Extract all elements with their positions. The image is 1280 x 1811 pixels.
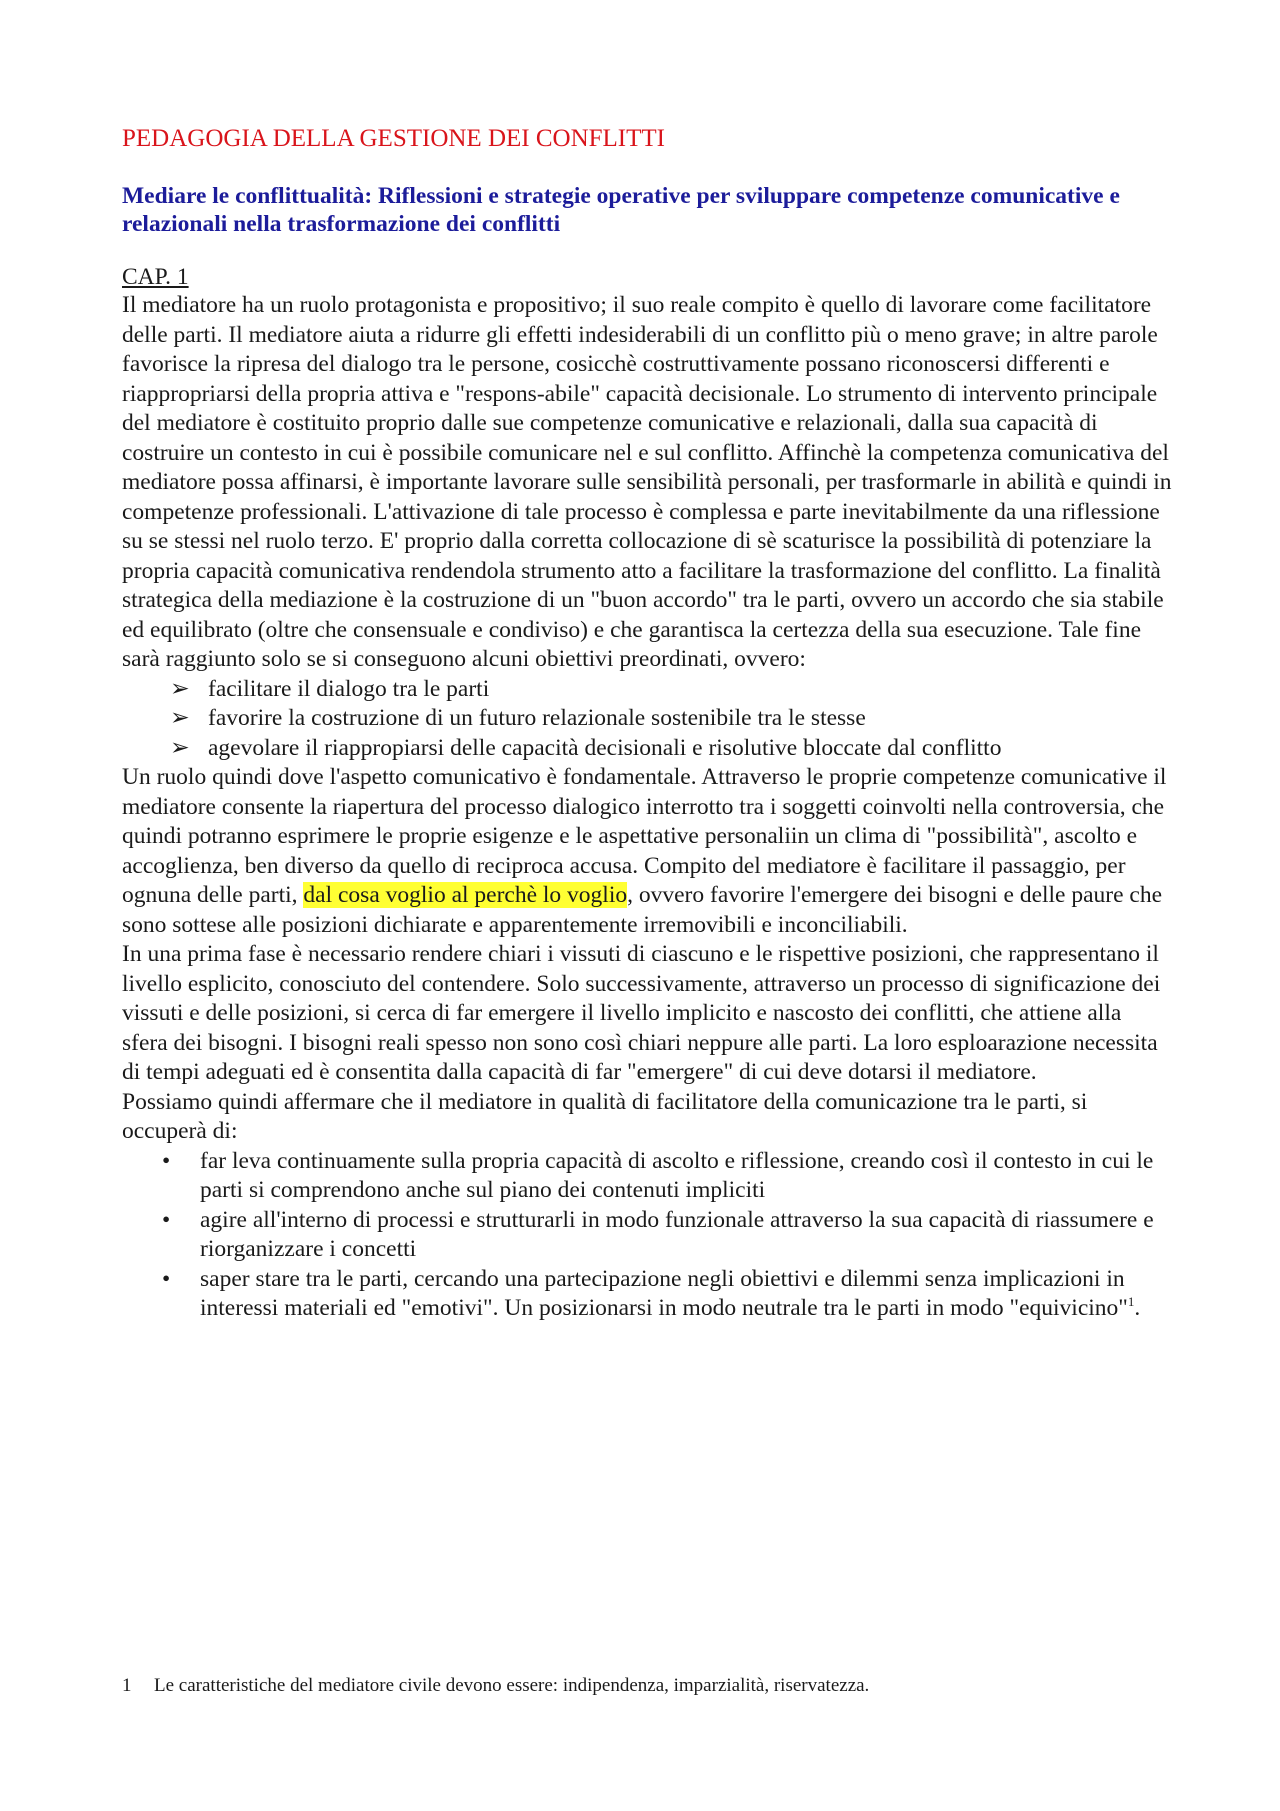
document-body bbox=[122, 124, 1172, 1324]
list-item: • agire all'interno di processi e strutturarli in modo funzionale attraverso la sua capacità di riassumere e riorganizzare i concetti bbox=[162, 1206, 1154, 1262]
list-item: ➢ favorire la costruzione di un futuro relazionale sostenibile tra le stesse bbox=[122, 704, 1172, 734]
list-item: ➢ facilitare il dialogo tra le parti bbox=[122, 675, 1172, 705]
arrow-bullet-icon: ➢ bbox=[170, 675, 190, 702]
chapter-heading: CAP. 1 bbox=[122, 264, 189, 290]
paragraph-3: In una prima fase è necessario rendere chiari i vissuti di ciascuno e le rispettive posizioni, che rappresentano il livello esplicito, conosciuto del contendere. Solo successivamente, attraverso un processo di significazione dei vissuti e delle posizioni, si cerca di far emergere il livello implicito e nascosto dei conflitti, che attiene alla sfera dei bisogni. I bisogni reali spesso non sono così chiari neppure alle parti. La loro esploarazione necessita di tempi adeguati ed è consentita dalla capacità di far "emergere" di cui deve dotarsi il mediatore. bbox=[122, 941, 1161, 1085]
page-title: PEDAGOGIA DELLA GESTIONE DEI CONFLITTI bbox=[122, 125, 665, 152]
footnote bbox=[122, 1674, 1172, 1698]
arrow-bullet-icon: ➢ bbox=[170, 705, 190, 731]
list-item: • far leva continuamente sulla propria capacità di ascolto e riflessione, creando così il contesto in cui le parti si comprendono anche sul piano dei contenuti impliciti bbox=[162, 1147, 1154, 1203]
list-item: ➢ agevolare il riappropiarsi delle capacità decisionali e risolutive bloccate dal conflitto bbox=[122, 734, 1172, 764]
objectives-list bbox=[122, 675, 1172, 764]
duties-list bbox=[122, 1147, 1172, 1324]
paragraph-2: Un ruolo quindi dove l'aspetto comunicativo è fondamentale. Attraverso le proprie competenze comunicative il mediatore consente la riapertura del processo dialogico interrotto tra i soggetti coinvolti nella controversia, che quindi potranno esprimere le proprie esigenze e le aspettative personaliin un clima di "possibilità", ascolto e accoglienza, ben diverso da quello di reciproca accusa. Compito del mediatore è facilitare il passaggio, per ognuna delle parti, dal cosa voglio al perchè lo voglio, ovvero favorire l'emergere dei bisogni e delle paure che sono sottese alle posizioni dichiarate e apparentemente irremovibili e inconciliabili. bbox=[122, 764, 1167, 938]
bullet-icon: • bbox=[162, 1206, 171, 1233]
paragraph-1: Il mediatore ha un ruolo protagonista e propositivo; il suo reale compito è quello di lavorare come facilitatore delle parti. Il mediatore aiuta a ridurre gli effetti indesiderabili di un conflitto più o meno grave; in altre parole favorisce la ripresa del dialogo tra le persone, cosicchè costruttivamente possano riconoscersi differenti e riappropriarsi della propria attiva e "respons-abile" capacità decisionale. Lo strumento di intervento principale del mediatore è costituito proprio dalle sue competenze comunicative e relazionali, dalla sua capacità di costruire un contesto in cui è possibile comunicare nel e sul conflitto. Affinchè la competenza comunicativa del mediatore possa affinarsi, è importante lavorare sulle sensibilità personali, per trasformarle in abilità e quindi in competenze professionali. L'attivazione di tale processo è complessa e parte inevitabilmente da una riflessione su se stessi nel ruolo terzo. E' proprio dalla corretta collocazione di sè scaturisce la possibilità di potenziare la propria capacità comunicativa rendendola strumento atto a facilitare la trasformazione del conflitto. La finalità strategica della mediazione è la costruzione di un "buon accordo" tra le parti, ovvero un accordo che sia stabile ed equilibrato (oltre che consensuale e condiviso) e che garantisca la certezza della sua esecuzione. Tale fine sarà raggiunto solo se si conseguono alcuni obiettivi preordinati, ovvero: bbox=[122, 292, 1172, 672]
paragraph-4: Possiamo quindi affermare che il mediatore in qualità di facilitatore della comunicazione tra le parti, si occuperà di: bbox=[122, 1088, 1088, 1144]
footnote-text: Le caratteristiche del mediatore civile devono essere: indipendenza, imparzialità, riservatezza. bbox=[154, 1675, 870, 1696]
arrow-bullet-icon: ➢ bbox=[170, 734, 190, 761]
bullet-icon: • bbox=[162, 1147, 171, 1174]
footnote-number: 1 bbox=[122, 1675, 132, 1696]
document-subtitle: Mediare le conflittualità: Riflessioni e strategie operative per sviluppare competenze comunicative e relazionali nella trasformazione dei conflitti bbox=[122, 183, 1120, 237]
highlighted-text: dal cosa voglio al perchè lo voglio bbox=[303, 882, 628, 908]
list-item: • saper stare tra le parti, cercando una partecipazione negli obiettivi e dilemmi senza implicazioni in interessi materiali ed "emotivi". Un posizionarsi in modo neutrale tra le parti in modo "equivicino"$^1$. bbox=[162, 1265, 1141, 1321]
bullet-icon: • bbox=[162, 1265, 171, 1292]
footnote-reference[interactable]: 1 bbox=[1127, 1294, 1135, 1310]
